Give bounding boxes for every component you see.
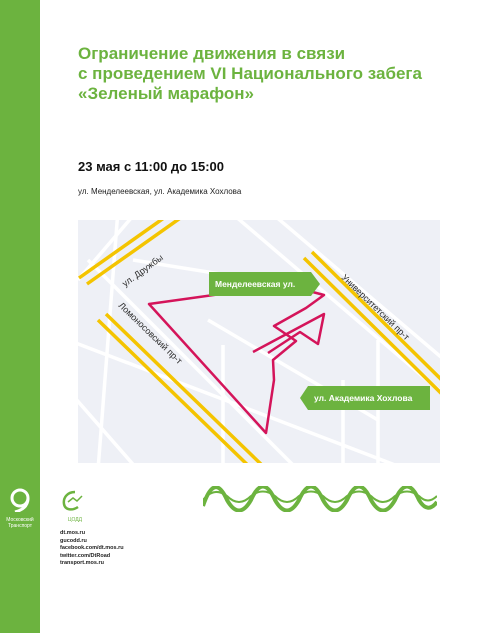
closure-map [78, 220, 440, 463]
street-labels [117, 252, 412, 366]
link-facebook[interactable]: facebook.com/dt.mos.ru [60, 545, 124, 551]
link-transport-mos[interactable]: transport.mos.ru [60, 560, 105, 566]
contact-links [60, 530, 124, 568]
green-sidebar [0, 0, 40, 633]
callout-mendeleevskaya-label: Менделеевская ул. [215, 279, 296, 289]
moscow-transport-caption-2: Транспорт [7, 523, 33, 529]
street-label-universitetsky: Университетский пр-т [339, 272, 412, 343]
closed-streets: ул. Менделеевская, ул. Академика Хохлова [78, 187, 242, 196]
callout-khokhlova-label: ул. Академика Хохлова [314, 393, 413, 403]
codd-logo [60, 490, 90, 523]
moscow-transport-icon [3, 488, 37, 512]
map-svg [78, 220, 440, 463]
headline-line-3: «Зеленый марафон» [78, 84, 254, 103]
codd-caption: ЦОДД [67, 517, 83, 523]
headline [78, 44, 458, 104]
callout-khokhlova [300, 386, 430, 410]
street-label-lomonosovsky: Ломоносовский пр-т [116, 300, 185, 367]
closure-date: 23 мая с 11:00 до 15:00 [78, 159, 224, 174]
street-label-druzhby: ул. Дружбы [120, 252, 165, 289]
moscow-transport-logo [3, 488, 37, 529]
callout-mendeleevskaya [209, 272, 320, 296]
codd-icon [60, 490, 90, 512]
link-dt-mos[interactable]: dt.mos.ru [60, 530, 86, 536]
wave-ornament [203, 486, 437, 512]
headline-line-1: Ограничение движения в связи [78, 44, 346, 63]
headline-line-2: с проведением VI Национального забега [78, 64, 422, 83]
link-twitter[interactable]: twitter.com/DtRoad [60, 552, 111, 559]
link-gucodd[interactable]: gucodd.ru [60, 537, 87, 544]
moscow-transport-caption-1: Московский [6, 517, 34, 523]
